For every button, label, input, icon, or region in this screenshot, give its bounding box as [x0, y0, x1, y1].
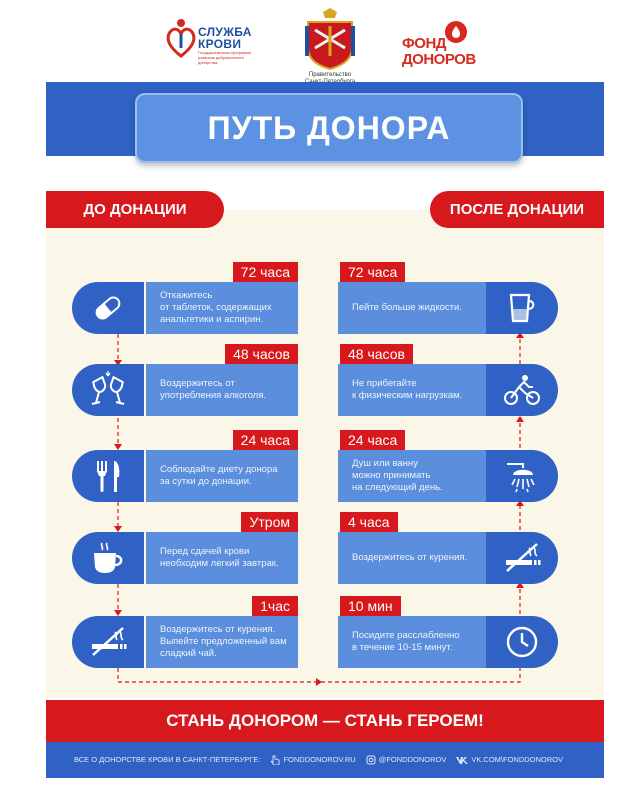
before-step-4-pill — [72, 532, 144, 584]
cyclist-icon — [503, 373, 541, 407]
sluzhba-title-line1: СЛУЖБА — [198, 25, 252, 39]
after-step-3-card — [338, 450, 490, 502]
after-step-3-line: можно принимать — [352, 470, 431, 481]
before-step-3-line: за сутки до донации. — [160, 476, 252, 487]
footer-instagram-link[interactable] — [366, 742, 447, 778]
instagram-icon — [366, 755, 376, 765]
before-step-3-line: Соблюдайте диету донора — [160, 464, 278, 475]
no-smoking-icon — [89, 625, 127, 659]
after-step-2-time: 48 часов — [340, 344, 413, 364]
pill-icon — [91, 291, 125, 325]
page-title: ПУТЬ ДОНОРА — [135, 93, 523, 163]
after-step-3-line: Душ или ванну — [352, 458, 418, 469]
before-step-4-line: Перед сдачей крови — [160, 546, 250, 557]
before-step-2-time: 48 часов — [225, 344, 298, 364]
government-caption-line1: Правительство — [308, 72, 352, 78]
section-after-donation: ПОСЛЕ ДОНАЦИИ — [430, 191, 604, 228]
after-step-4-time: 4 часа — [340, 512, 398, 532]
before-step-1-line: анальгетики и аспирин. — [160, 314, 264, 325]
after-step-1-pill — [486, 282, 558, 334]
no-smoking-icon — [503, 541, 541, 575]
before-step-2-card — [146, 364, 298, 416]
glass-icon — [507, 291, 537, 325]
after-step-5-line: Посидите расслабленно — [352, 630, 460, 641]
before-step-1-pill — [72, 282, 144, 334]
wine-glasses-icon — [88, 371, 128, 409]
footer-site-link[interactable] — [270, 742, 355, 778]
before-step-5-line: Воздержитесь от курения. — [160, 624, 276, 635]
after-step-3-line: на следующий день. — [352, 482, 443, 493]
before-step-1-card — [146, 282, 298, 334]
before-step-4-time: Утром — [241, 512, 298, 532]
before-step-4-line: необходим легкий завтрак. — [160, 558, 279, 569]
before-step-5-line: Выпейте предложенный вам — [160, 636, 287, 647]
before-step-1-time: 72 часа — [233, 262, 298, 282]
section-before-donation: ДО ДОНАЦИИ — [46, 191, 224, 228]
after-step-1-line: Пейте больше жидкости. — [352, 302, 462, 313]
before-step-3-time: 24 часа — [233, 430, 298, 450]
coffee-cup-icon — [90, 541, 126, 575]
footer-lead-text: ВСЕ О ДОНОРСТВЕ КРОВИ В САНКТ-ПЕТЕРБУРГЕ: — [74, 755, 261, 764]
after-step-2-line: Не прибегайте — [352, 378, 417, 389]
footer-site-text: FONDDONOROV.RU — [283, 755, 356, 764]
after-step-2-card — [338, 364, 490, 416]
before-step-2-line: употребления алкоголя. — [160, 390, 266, 401]
after-step-4-pill — [486, 532, 558, 584]
after-step-1-time: 72 часа — [340, 262, 405, 282]
fond-title-line1: ФОНД — [402, 35, 446, 52]
footer-lead — [74, 742, 260, 778]
fond-title-line2: ДОНОРОВ — [402, 51, 476, 68]
before-step-2-line: Воздержитесь от — [160, 378, 235, 389]
after-step-2-pill — [486, 364, 558, 416]
footer — [46, 742, 604, 778]
after-step-3-time: 24 часа — [340, 430, 405, 450]
after-step-3-pill — [486, 450, 558, 502]
footer-instagram-text: @FONDDONOROV — [378, 755, 447, 764]
before-step-1-line: от таблеток, содержащих — [160, 302, 272, 313]
clock-icon — [505, 625, 539, 659]
before-step-5-card — [146, 616, 298, 668]
footer-vk-text: VK.COM\FONDDONOROV — [471, 755, 563, 764]
before-step-4-card — [146, 532, 298, 584]
after-step-5-time: 10 мин — [340, 596, 401, 616]
before-step-5-time: 1час — [252, 596, 298, 616]
vk-icon — [456, 756, 468, 764]
after-step-5-card — [338, 616, 490, 668]
shower-icon — [503, 458, 541, 494]
after-step-4-line: Воздержитесь от курения. — [352, 552, 468, 563]
after-step-1-card — [338, 282, 490, 334]
footer-vk-link[interactable] — [456, 742, 563, 778]
before-step-1-line: Откажитесь — [160, 290, 213, 301]
before-step-3-pill — [72, 450, 144, 502]
pointer-hand-icon — [270, 755, 280, 765]
after-step-2-line: к физическим нагрузкам. — [352, 390, 463, 401]
after-step-4-card — [338, 532, 490, 584]
fork-knife-icon — [91, 458, 125, 494]
sluzhba-subtitle: Государственная программа развития добровольного донорства — [198, 50, 252, 65]
after-step-5-line: в течение 10-15 минут. — [352, 642, 453, 653]
before-step-3-card — [146, 450, 298, 502]
after-step-5-pill — [486, 616, 558, 668]
hero-slogan: СТАНЬ ДОНОРОМ — СТАНЬ ГЕРОЕМ! — [46, 700, 604, 742]
sluzhba-title-line2: КРОВИ — [198, 37, 242, 51]
before-step-5-line: сладкий чай. — [160, 648, 217, 659]
before-step-5-pill — [72, 616, 144, 668]
before-step-2-pill — [72, 364, 144, 416]
